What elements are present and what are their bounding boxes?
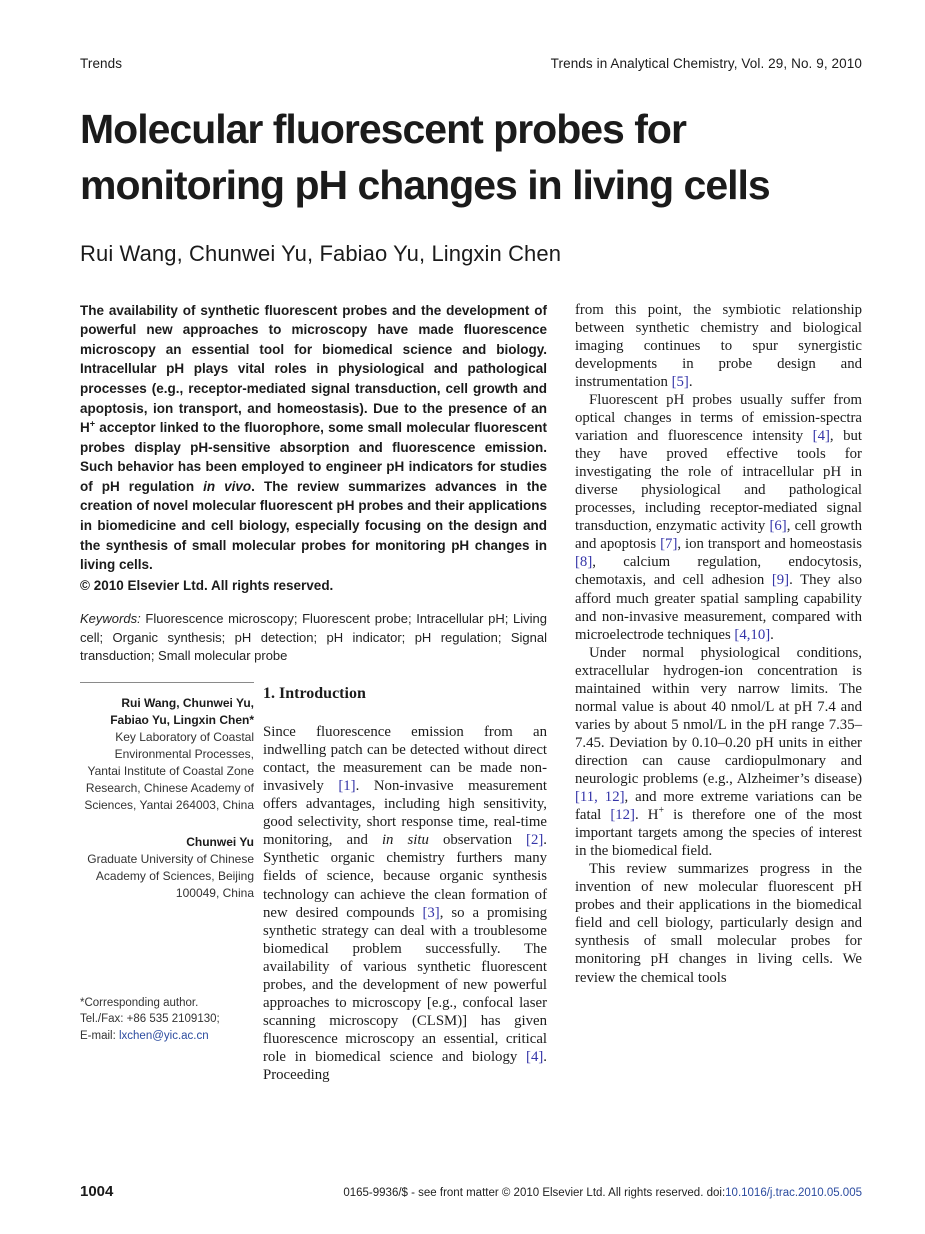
footer-imprint <box>343 1187 862 1199</box>
corresponding-author-footnote <box>80 995 254 1084</box>
paragraph: Under normal physiological conditions, extracellular hydrogen-ion concentration is maintained within very narrow limits. The normal value is about 40 nmol/L at pH 7.4 and varies by about 5 nmol/L in the pH range 7.35–7.45. Deviation by 0.10–0.20 pH units in either direction can cause cardiopulmonary and neurologic problems (e.g., Alzheimer’s disease) [11, 12], and more extreme variations can be fatal [12]. H+ is therefore one of the most important targets among the species of interest in the biomedical field. <box>575 644 862 860</box>
page-footer <box>80 1183 862 1200</box>
middle-column <box>263 682 547 1084</box>
paragraph: Since fluorescence emission from an indwelling patch can be detected without direct contact, the measurement can be made non-invasively [1]. Non-invasive measurement offers advantages, including high sensitivity, good selectivity, short response time, real-time monitoring, and in situ observation [2]. Synthetic organic chemistry furthers many fields of science, because organic synthesis technology can achieve the clean formation of new desired compounds [3], so a promising synthetic strategy can deal with a troublesome biomedical problem successfully. The availability of various synthetic fluorescent probes, and the development of new powerful approaches to microscopy [e.g., confocal laser scanning microscopy (CLSM)] has given fluorescence microscopy an essential, critical role in biomedical science and biology [4]. Proceeding <box>263 724 547 1083</box>
running-head-right: Trends in Analytical Chemistry, Vol. 29, No. 9, 2010 <box>550 56 862 71</box>
affiliation-block <box>80 834 254 902</box>
affiliation-column <box>80 682 254 1084</box>
footnote-line <box>80 1028 254 1044</box>
citation-link[interactable]: [7] <box>660 536 678 553</box>
footnote-line: Tel./Fax: +86 535 2109130; <box>80 1013 220 1026</box>
keywords-text: Fluorescence microscopy; Fluorescent probe; Intracellular pH; Living cell; Organic synthesis; pH detection; pH indicator; pH regulation; Signal transduction; Small molecular probe <box>80 611 547 664</box>
affiliation-authors: Rui Wang, Chunwei Yu, Fabiao Yu, Lingxin Chen* <box>110 695 254 727</box>
citation-link[interactable]: [4] <box>812 428 830 445</box>
citation-link[interactable]: [11, 12] <box>575 789 625 806</box>
section-heading-introduction: 1. Introduction <box>263 684 366 702</box>
citation-link[interactable]: [4,10] <box>734 626 771 643</box>
lower-columns <box>80 682 547 1084</box>
abstract: The availability of synthetic fluorescent probes and the development of powerful new approaches to microscopy have made fluorescence microscopy an essential tool for biomedical science and biology. Intracellular pH plays vital roles in physiological and pathological processes (e.g., receptor-mediated signal transduction, cell growth and apoptosis, ion transport, and homeostasis). Due to the presence of an H+ acceptor linked to the fluorophore, some small molecular fluorescent probes display pH-sensitive absorption and fluorescence emission. Such behavior has been employed to engineer pH indicators for studies of pH regulation in vivo. The review summarizes advances in the creation of novel molecular fluorescent pH probes and their applications in biomedicine and cell biology, especially focusing on the design and the synthesis of small molecular probes for monitoring pH changes in living cells. <box>80 302 548 573</box>
citation-link[interactable]: [4] <box>526 1048 544 1065</box>
authors-line: Rui Wang, Chunwei Yu, Fabiao Yu, Lingxin Chen <box>80 240 562 266</box>
doi-label: doi: <box>706 1187 726 1199</box>
page-number: 1004 <box>80 1183 114 1200</box>
left-area <box>80 301 547 1084</box>
affiliations <box>80 682 254 902</box>
right-column <box>575 301 862 1084</box>
email-label: E-mail: <box>80 1029 119 1042</box>
copyright-line: © 2010 Elsevier Ltd. All rights reserved. <box>80 577 334 593</box>
citation-link[interactable]: [12] <box>610 807 635 824</box>
affiliation-authors: Chunwei Yu <box>186 834 254 849</box>
email-link[interactable]: lxchen@yic.ac.cn <box>118 1029 209 1042</box>
content-grid <box>80 301 862 1084</box>
citation-link[interactable]: [3] <box>422 904 440 921</box>
citation-link[interactable]: [8] <box>575 554 593 571</box>
citation-link[interactable]: [2] <box>526 832 544 849</box>
running-head <box>80 56 862 71</box>
keywords-label: Keywords: <box>80 611 141 627</box>
paragraph: This review summarizes progress in the invention of new molecular fluorescent pH probes and their applications in the biomedical field and cell biology, particularly design and synthesis of small molecular probes for monitoring pH changes in living cells. We review the chemical tools <box>575 861 862 986</box>
doi-link[interactable]: 10.1016/j.trac.2010.05.005 <box>725 1187 862 1199</box>
keywords <box>80 610 547 665</box>
affiliation-address: Graduate University of Chinese Academy of Sciences, Beijing 100049, China <box>87 851 254 900</box>
paragraph: Fluorescent pH probes usually suffer from optical changes in terms of emission-spectra variation and fluorescence intensity [4], but they have proved effective tools for investigating the role of intracellular pH in diverse physiological and pathological processes, including receptor-mediated signal transduction, enzymatic activity [6], cell growth and apoptosis [7], ion transport and homeostasis [8], calcium regulation, endocytosis, chemotaxis, and cell adhesion [9]. They also afford much greater spatial sampling capability and non-invasive measurement, compared with microelectrode techniques [4,10]. <box>575 392 863 643</box>
citation-link[interactable]: [1] <box>338 778 356 795</box>
citation-link[interactable]: [5] <box>671 373 689 390</box>
article-title: Molecular fluorescent probes for monitoring pH changes in living cells <box>80 106 770 209</box>
affiliation-block <box>80 695 254 814</box>
imprint-text: 0165-9936/$ - see front matter © 2010 Elsevier Ltd. All rights reserved. <box>343 1187 704 1199</box>
affiliation-address: Key Laboratory of Coastal Environmental Processes, Yantai Institute of Coastal Zone Research, Chinese Academy of Sciences, Yantai 264003, China <box>84 729 254 812</box>
citation-link[interactable]: [9] <box>771 572 790 589</box>
citation-link[interactable]: [6] <box>769 518 787 535</box>
footnote-line: *Corresponding author. <box>80 997 199 1010</box>
middle-column-text <box>263 723 547 1084</box>
running-head-left: Trends <box>80 56 123 71</box>
paragraph: from this point, the symbiotic relationship between synthetic chemistry and biological imaging continues to spur synergistic developments in probe design and instrumentation [5]. <box>575 301 862 390</box>
